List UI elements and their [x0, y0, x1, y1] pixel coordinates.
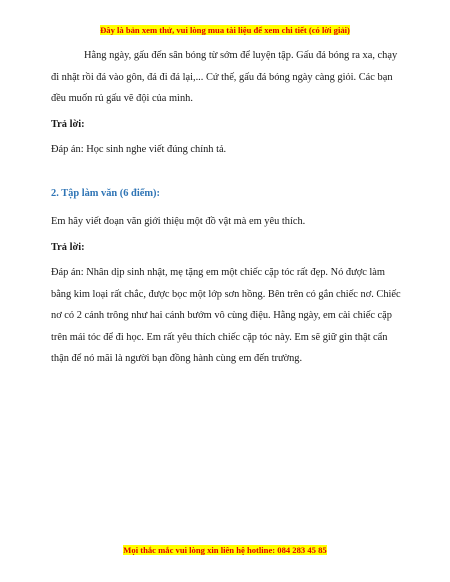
answer-label: Trả lời:	[51, 241, 85, 253]
answer-text: Đáp án: Học sinh nghe viết đúng chính tả.	[51, 144, 227, 155]
preview-notice-text: Đây là bản xem thử, vui lòng mua tài liệu để xem chi tiết (có lời giải)	[100, 25, 350, 35]
section-prompt: Em hãy viết đoạn văn giới thiệu một đồ vật mà em yêu thích.	[51, 216, 306, 227]
answer-label: Trả lời:	[51, 118, 85, 130]
section-heading: 2. Tập làm văn (6 điểm):	[51, 187, 160, 199]
passage-paragraph: Hằng ngày, gấu đến sân bóng từ sớm để luyện tập. Gấu đá bóng ra xa, chạy đi nhặt rồi đá vào gôn, đá đi đá lại,... Cứ thế, gấu đá bóng ngày càng giỏi. Các bạn đều muốn rủ gấu vẽ đội của mình.	[51, 50, 398, 104]
document-body	[51, 45, 403, 370]
answer-text: Đáp án: Nhân dịp sinh nhật, mẹ tặng em một chiếc cặp tóc rất đẹp. Nó được làm bằng kim loại rất chắc, được bọc một lớp sơn hồng. Bên trên có gắn chiếc nơ. Chiếc nơ có 2 cánh trông như hai cánh bướm vô cùng điệu. Hằng ngày, em cài chiếc cặp trên mái tóc để đi học. Em rất yêu thích chiếc cặp tóc này. Em sẽ giữ gìn thật cẩn thận để nó mãi là người bạn đồng hành cùng em đến trường.	[51, 267, 401, 364]
preview-notice-banner	[0, 25, 450, 36]
hotline-footer	[0, 545, 450, 556]
hotline-text: Mọi thắc mắc vui lòng xin liên hệ hotline: 084 283 45 85	[123, 545, 327, 555]
